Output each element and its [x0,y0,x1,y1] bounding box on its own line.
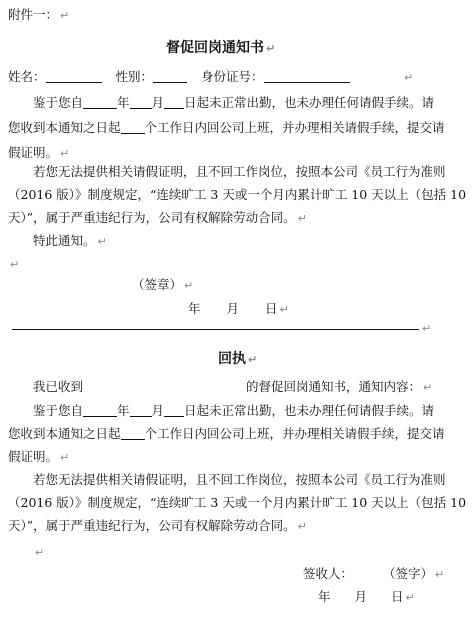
workdays-field[interactable] [121,120,145,134]
notice-title: 督促回岗通知书 ↵ [166,40,276,56]
section-divider [12,329,419,330]
notice-closing: 特此通知。 ↵ [33,233,107,248]
receipt-start-day-field[interactable] [164,403,184,417]
paragraph-mark-icon: ↵ [297,212,307,225]
id-label: 身份证号： [201,69,264,84]
receipt-start-year-field[interactable] [83,403,117,417]
paragraph-mark-icon: ↵ [435,568,445,581]
notice-date: 年 月 日 ↵ [188,301,289,316]
gender-label: 性别： [115,69,154,84]
notice-p1-line3: 假证明。 ↵ [8,145,70,160]
paragraph-mark-icon: ↵ [423,381,433,394]
start-month-field[interactable] [130,95,152,109]
id-number-field[interactable] [264,69,350,83]
notice-p2-line2: （2016 版）》制度规定，“连续旷工 3 天或一个月内累计旷工 10 天以上（包括 10 [8,187,467,202]
start-day-field[interactable] [164,95,184,109]
notice-info-row [8,69,350,85]
paragraph-mark-icon: ↵ [10,258,20,271]
paragraph-mark-icon: ↵ [266,42,276,55]
name-field[interactable] [46,69,102,83]
attachment-label: 附件一： ↵ [8,7,70,22]
paragraph-mark-icon: ↵ [60,147,70,160]
receipt-p2-line3: 天）”，属于严重违纪行为，公司有权解除劳动合同。 ↵ [8,518,307,533]
paragraph-mark-icon: ↵ [405,591,415,604]
receipt-p1-line2: 您收到本通知之日起 个工作日内回公司上班，并办理相关请假手续，提交请 [8,426,445,441]
paragraph-mark-icon: ↵ [97,235,107,248]
receipt-received-line: 我已收到 的督促回岗通知书，通知内容： ↵ [33,379,433,394]
paragraph-mark-icon: ↵ [404,71,414,84]
paragraph-mark-icon: ↵ [279,303,289,316]
receipt-p1-line1: 鉴于您自 年 月 日起未正常出勤，也未办理任何请假手续。请 [33,403,435,418]
paragraph-mark-icon: ↵ [248,353,258,366]
receipt-workdays-field[interactable] [121,426,145,440]
name-label: 姓名： [8,69,46,84]
paragraph-mark-icon: ↵ [184,279,194,292]
receipt-start-month-field[interactable] [130,403,152,417]
receipt-p1-line3: 假证明。 ↵ [8,449,70,464]
receipt-title: 回执 ↵ [218,351,258,367]
notice-seal: （签章） ↵ [132,277,194,292]
notice-p1-line1: 鉴于您自 年 月 日起未正常出勤，也未办理任何请假手续。请 [33,95,435,110]
receipt-p2-line1: 若您无法提供相关请假证明，且不回工作岗位，按照本公司《员工行为准则 [33,472,446,487]
start-year-field[interactable] [83,95,117,109]
paragraph-mark-icon: ↵ [60,9,70,22]
receipt-signer: 签收人： （签字） ↵ [303,566,445,581]
notice-p2-line1: 若您无法提供相关请假证明，且不回工作岗位，按照本公司《员工行为准则 [33,164,446,179]
paragraph-mark-icon: ↵ [60,451,70,464]
paragraph-mark-icon: ↵ [35,546,45,559]
receipt-date: 年 月 日 ↵ [318,589,415,604]
notice-p2-line3: 天）”，属于严重违纪行为，公司有权解除劳动合同。 ↵ [8,210,307,225]
notice-p1-line2: 您收到本通知之日起 个工作日内回公司上班，并办理相关请假手续，提交请 [8,120,445,135]
paragraph-mark-icon: ↵ [422,322,432,335]
gender-field[interactable] [153,69,187,83]
paragraph-mark-icon: ↵ [297,520,307,533]
receipt-p2-line2: （2016 版）》制度规定，“连续旷工 3 天或一个月内累计旷工 10 天以上（包括 10 [8,495,467,510]
